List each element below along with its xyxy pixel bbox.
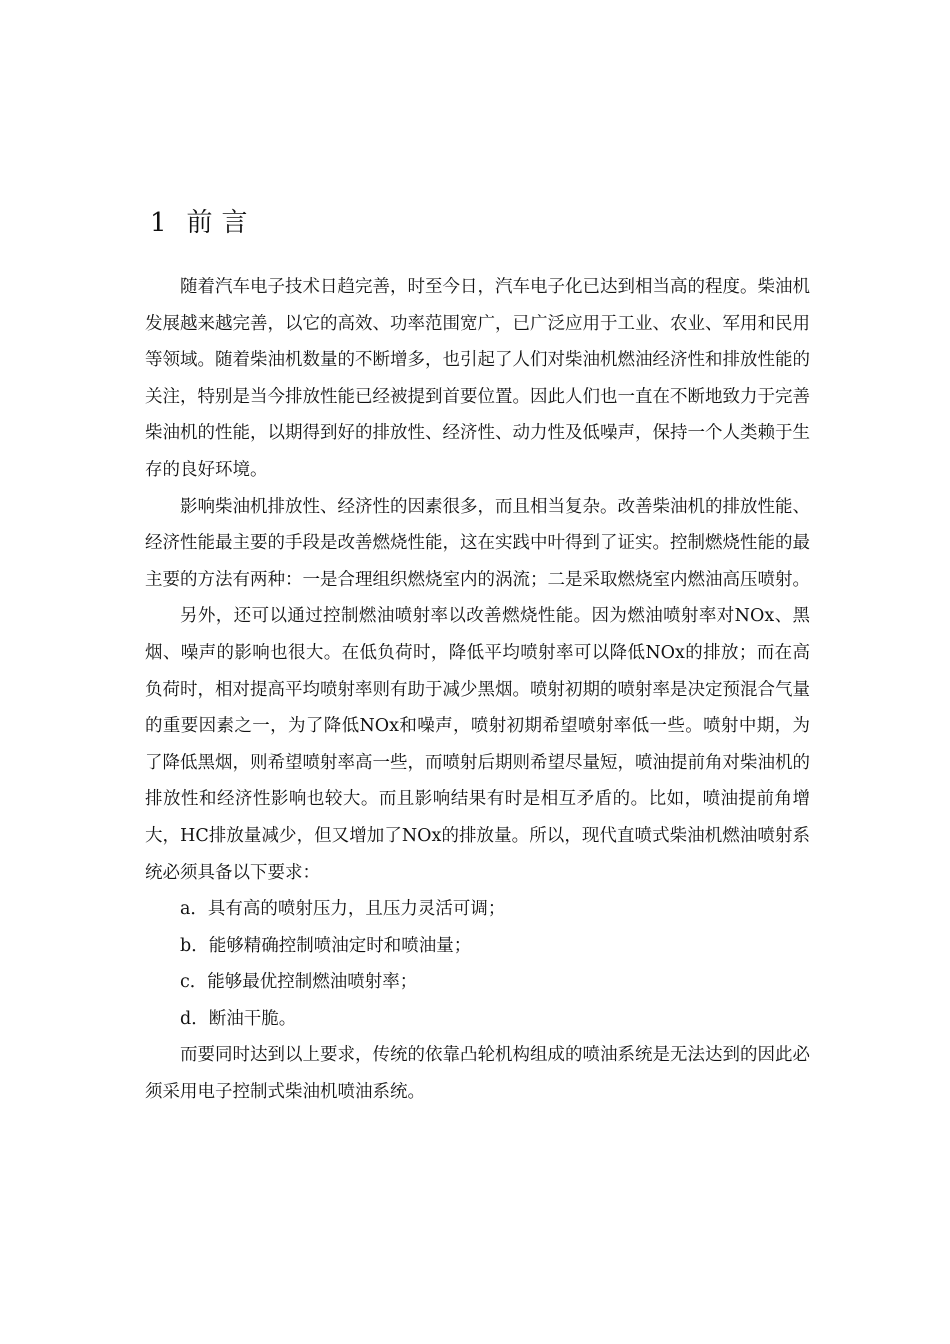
section-heading	[150, 203, 257, 243]
paragraph-injection-rate: 另外，还可以通过控制燃油喷射率以改善燃烧性能。因为燃油喷射率对NOx、黑烟、噪声的影响也很大。在低负荷时，降低平均喷射率可以降低NOx的排放；而在高负荷时，相对提高平均喷射率则有助于减少黑烟。喷射初期的喷射率是决定预混合气量的重要因素之一，为了降低NOx和噪声，喷射初期希望喷射率低一些。喷射中期，为了降低黑烟，则希望喷射率高一些，而喷射后期则希望尽量短，喷油提前角对柴油机的排放性和经济性影响也较大。而且影响结果有时是相互矛盾的。比如，喷油提前角增大，HC排放量减少，但又增加了NOx的排放量。所以，现代直喷式柴油机燃油喷射系统必须具备以下要求：	[145, 606, 810, 883]
requirement-item-a: a．具有高的喷射压力，且压力灵活可调；	[180, 899, 506, 920]
paragraph-factors: 影响柴油机排放性、经济性的因素很多，而且相当复杂。改善柴油机的排放性能、经济性能最主要的手段是改善燃烧性能，这在实践中叶得到了证实。控制燃烧性能的最主要的方法有两种：一是合理组织燃烧室内的涡流；二是采取燃烧室内燃油高压喷射。	[145, 496, 810, 590]
paragraph-conclusion: 而要同时达到以上要求，传统的依靠凸轮机构组成的喷油系统是无法达到的因此必须采用电子控制式柴油机喷油系统。	[145, 1045, 810, 1103]
requirement-item-c: c．能够最优控制燃油喷射率；	[180, 972, 418, 993]
requirement-item-d: d．断油干脆。	[180, 1008, 297, 1029]
section-title: 前言	[186, 208, 257, 239]
paragraph-intro: 随着汽车电子技术日趋完善，时至今日，汽车电子化已达到相当高的程度。柴油机发展越来越完善，以它的高效、功率范围宽广，已广泛应用于工业、农业、军用和民用等领域。随着柴油机数量的不断增多，也引起了人们对柴油机燃油经济性和排放性能的关注，特别是当今排放性能已经被提到首要位置。因此人们也一直在不断地致力于完善柴油机的性能，以期得到好的排放性、经济性、动力性及低噪声，保持一个人类赖于生存的良好环境。	[145, 277, 810, 480]
requirement-item-b: b．能够精确控制喷油定时和喷油量；	[180, 935, 472, 956]
body-text	[145, 269, 810, 1111]
section-number: 1	[150, 208, 169, 239]
